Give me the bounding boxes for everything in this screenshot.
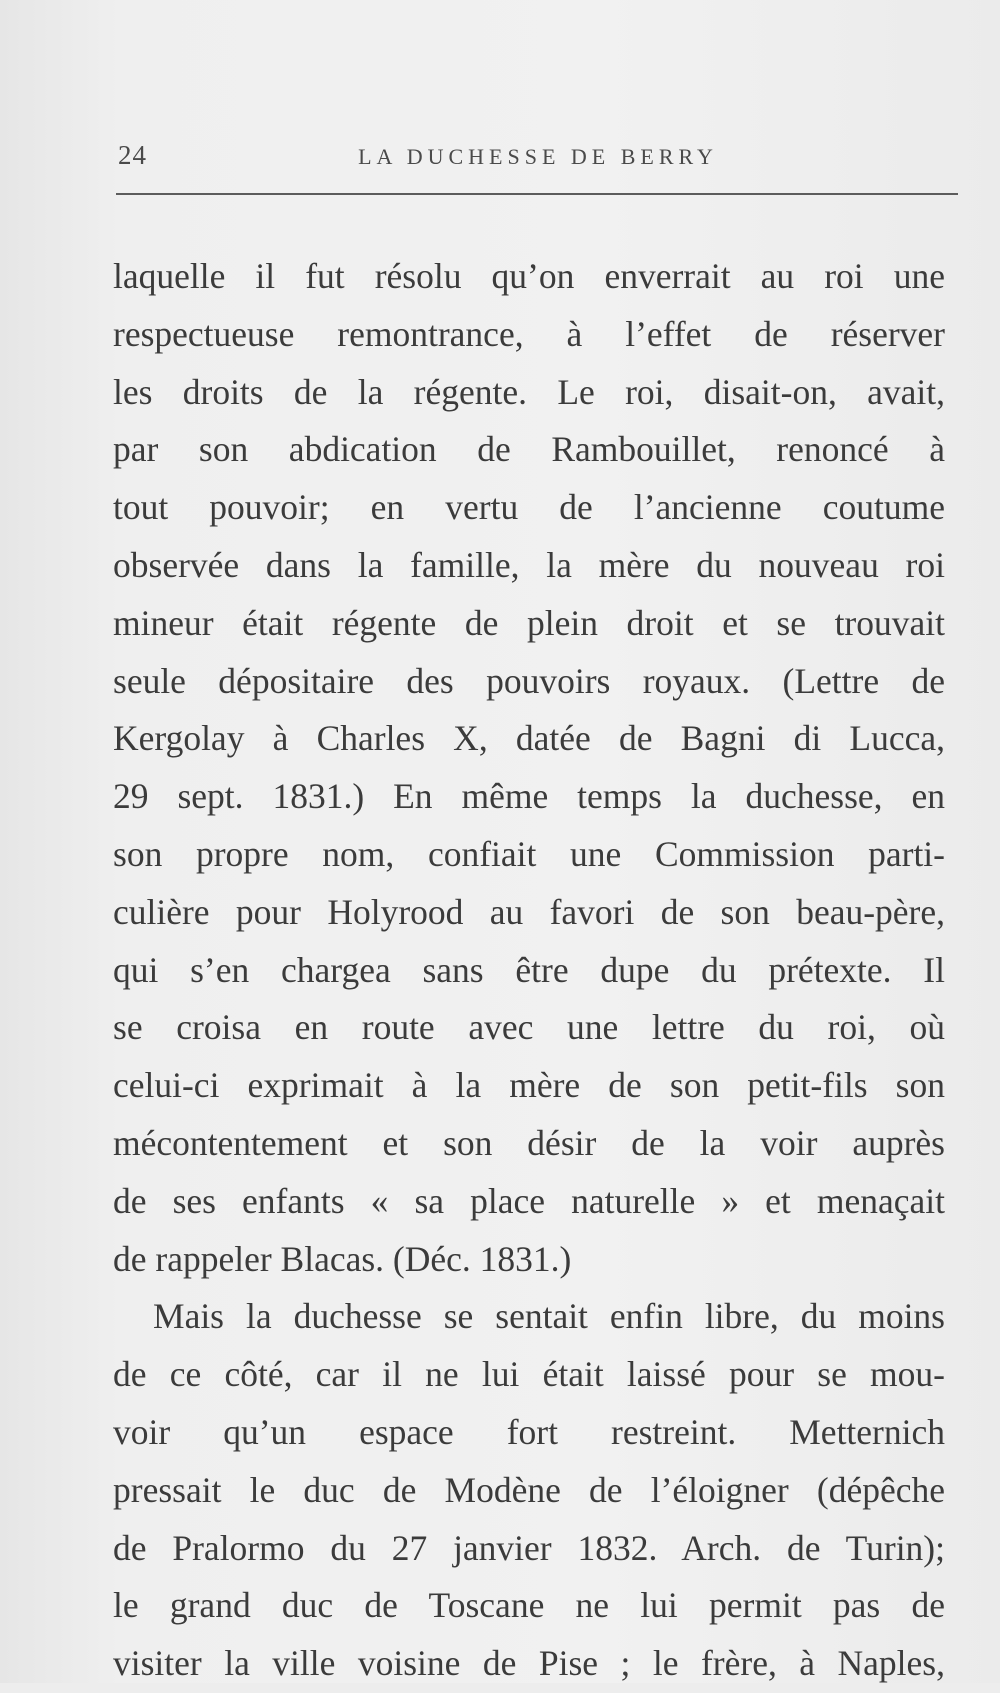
header-rule: [116, 193, 958, 195]
text-line: son propre nom, confiait une Commission parti-: [113, 833, 945, 874]
text-line: culière pour Holyrood au favori de son beau-père,: [113, 891, 945, 932]
text-line: se croisa en route avec une lettre du roi, où: [113, 1007, 945, 1048]
text-line: Kergolay à Charles X, datée de Bagni di Lucca,: [113, 718, 945, 759]
text-line: celui-ci exprimait à la mère de son petit-fils son: [113, 1065, 945, 1106]
text-line: tout pouvoir; en vertu de l’ancienne coutume: [113, 487, 945, 528]
text-line: les droits de la régente. Le roi, disait-on, avait,: [113, 371, 945, 412]
body-text: [113, 248, 945, 1693]
text-line: mineur était régente de plein droit et se trouvait: [113, 602, 945, 643]
text-line: respectueuse remontrance, à l’effet de réserver: [113, 313, 945, 354]
text-line: observée dans la famille, la mère du nouveau roi: [113, 544, 945, 585]
text-line: de ses enfants « sa place naturelle » et menaçait: [113, 1180, 945, 1221]
text-line: de Pralormo du 27 janvier 1832. Arch. de Turin);: [113, 1527, 945, 1568]
text-line: visiter la ville voisine de Pise ; le frère, à Naples,: [113, 1643, 945, 1684]
text-line: de ce côté, car il ne lui était laissé pour se mou-: [113, 1354, 945, 1395]
text-line: le grand duc de Toscane ne lui permit pas de: [113, 1585, 945, 1626]
text-line: laquelle il fut résolu qu’on enverrait au roi une: [113, 256, 945, 296]
text-line: pressait le duc de Modène de l’éloigner (dépêche: [113, 1469, 945, 1510]
text-line: par son abdication de Rambouillet, renoncé à: [113, 429, 945, 470]
text-line-paragraph-end: de rappeler Blacas. (Déc. 1831.): [113, 1238, 572, 1279]
text-line: 29 sept. 1831.) En même temps la duchesse, en: [113, 776, 945, 817]
page-number: 24: [118, 140, 147, 170]
text-line-paragraph-start: Mais la duchesse se sentait enfin libre, du moins: [153, 1296, 945, 1337]
running-title: LA DUCHESSE DE BERRY: [358, 144, 718, 169]
text-line: mécontentement et son désir de la voir auprès: [113, 1122, 945, 1163]
page-header: [118, 140, 958, 184]
text-line: voir qu’un espace fort restreint. Metternich: [113, 1411, 945, 1452]
text-line: qui s’en chargea sans être dupe du prétexte. Il: [113, 949, 945, 990]
text-line: seule dépositaire des pouvoirs royaux. (Lettre de: [113, 660, 945, 701]
